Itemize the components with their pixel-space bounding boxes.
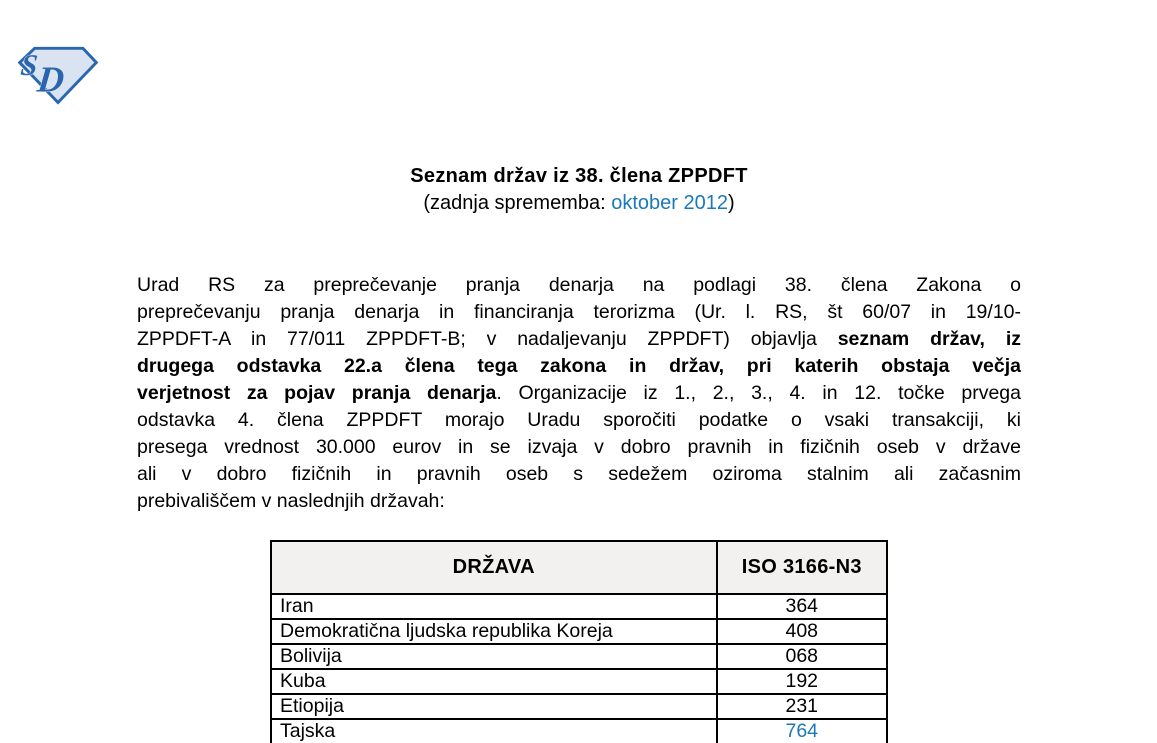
paragraph-text: presega vrednost 30.000 eurov in se izvaja v dobro pravnih in fizičnih oseb v države [137, 436, 1021, 458]
paragraph-line [137, 461, 1021, 488]
paragraph-bold-text: seznam držav, iz [837, 328, 1021, 350]
country-cell: Tajska [271, 719, 717, 743]
iso-code-cell: 764 [717, 719, 887, 743]
sd-diamond-icon [16, 45, 100, 105]
subtitle-change-date: oktober 2012 [611, 192, 728, 214]
document-subtitle [137, 190, 1021, 217]
paragraph-line [137, 407, 1021, 434]
table-row [271, 619, 887, 644]
country-cell: Demokratična ljudska republika Koreja [271, 619, 717, 644]
table-row [271, 669, 887, 694]
logo-letter-s: S [19, 48, 40, 82]
iso-code-cell: 068 [717, 644, 887, 669]
header-cell-iso: ISO 3166-N3 [717, 541, 887, 594]
paragraph-line [137, 299, 1021, 326]
country-cell: Etiopija [271, 694, 717, 719]
paragraph-text: preprečevanju pranja denarja in financiranja terorizma (Ur. l. RS, št 60/07 in 19/10- [137, 301, 1021, 323]
country-cell: Kuba [271, 669, 717, 694]
country-cell: Bolivija [271, 644, 717, 669]
paragraph-line [137, 272, 1021, 299]
paragraph-text: prebivališčem v naslednjih državah: [137, 490, 445, 512]
paragraph-line [137, 380, 1021, 407]
paragraph-bold-text: drugega odstavka 22.a člena tega zakona in držav, pri katerih obstaja večja [137, 355, 1021, 377]
header-cell-drzava: DRŽAVA [271, 541, 717, 594]
subtitle-suffix: ) [727, 192, 735, 214]
sd-logo [16, 45, 100, 105]
countries-table [270, 540, 888, 743]
table-row [271, 719, 887, 743]
paragraph-text: odstavka 4. člena ZPPDFT morajo Uradu sporočiti podatke o vsaki transakciji, ki [137, 409, 1021, 431]
paragraph-line [137, 353, 1021, 380]
iso-code-cell: 231 [717, 694, 887, 719]
document-title: Seznam držav iz 38. člena ZPPDFT [410, 165, 748, 187]
logo-letter-d: D [35, 58, 67, 100]
subtitle-prefix: (zadnja sprememba: [423, 192, 612, 214]
paragraph-line [137, 488, 1021, 515]
paragraph-bold-text: verjetnost za pojav pranja denarja [137, 382, 497, 404]
table-row [271, 594, 887, 619]
paragraph-text: ali v dobro fizičnih in pravnih oseb s sedežem oziroma stalnim ali začasnim [137, 463, 1021, 485]
intro-paragraph [137, 272, 1021, 515]
table-row [271, 644, 887, 669]
iso-code-cell: 408 [717, 619, 887, 644]
iso-code-cell: 364 [717, 594, 887, 619]
title-block [137, 163, 1021, 217]
paragraph-text: ZPPDFT-A in 77/011 ZPPDFT-B; v nadaljevanju ZPPDFT) objavlja [137, 328, 838, 350]
paragraph-line [137, 326, 1021, 353]
country-cell: Iran [271, 594, 717, 619]
iso-code-cell: 192 [717, 669, 887, 694]
paragraph-text: Urad RS za preprečevanje pranja denarja na podlagi 38. člena Zakona o [137, 274, 1021, 296]
table-row [271, 694, 887, 719]
paragraph-text: . Organizacije iz 1., 2., 3., 4. in 12. točke prvega [496, 382, 1021, 404]
paragraph-line [137, 434, 1021, 461]
table-header-row [271, 541, 887, 594]
